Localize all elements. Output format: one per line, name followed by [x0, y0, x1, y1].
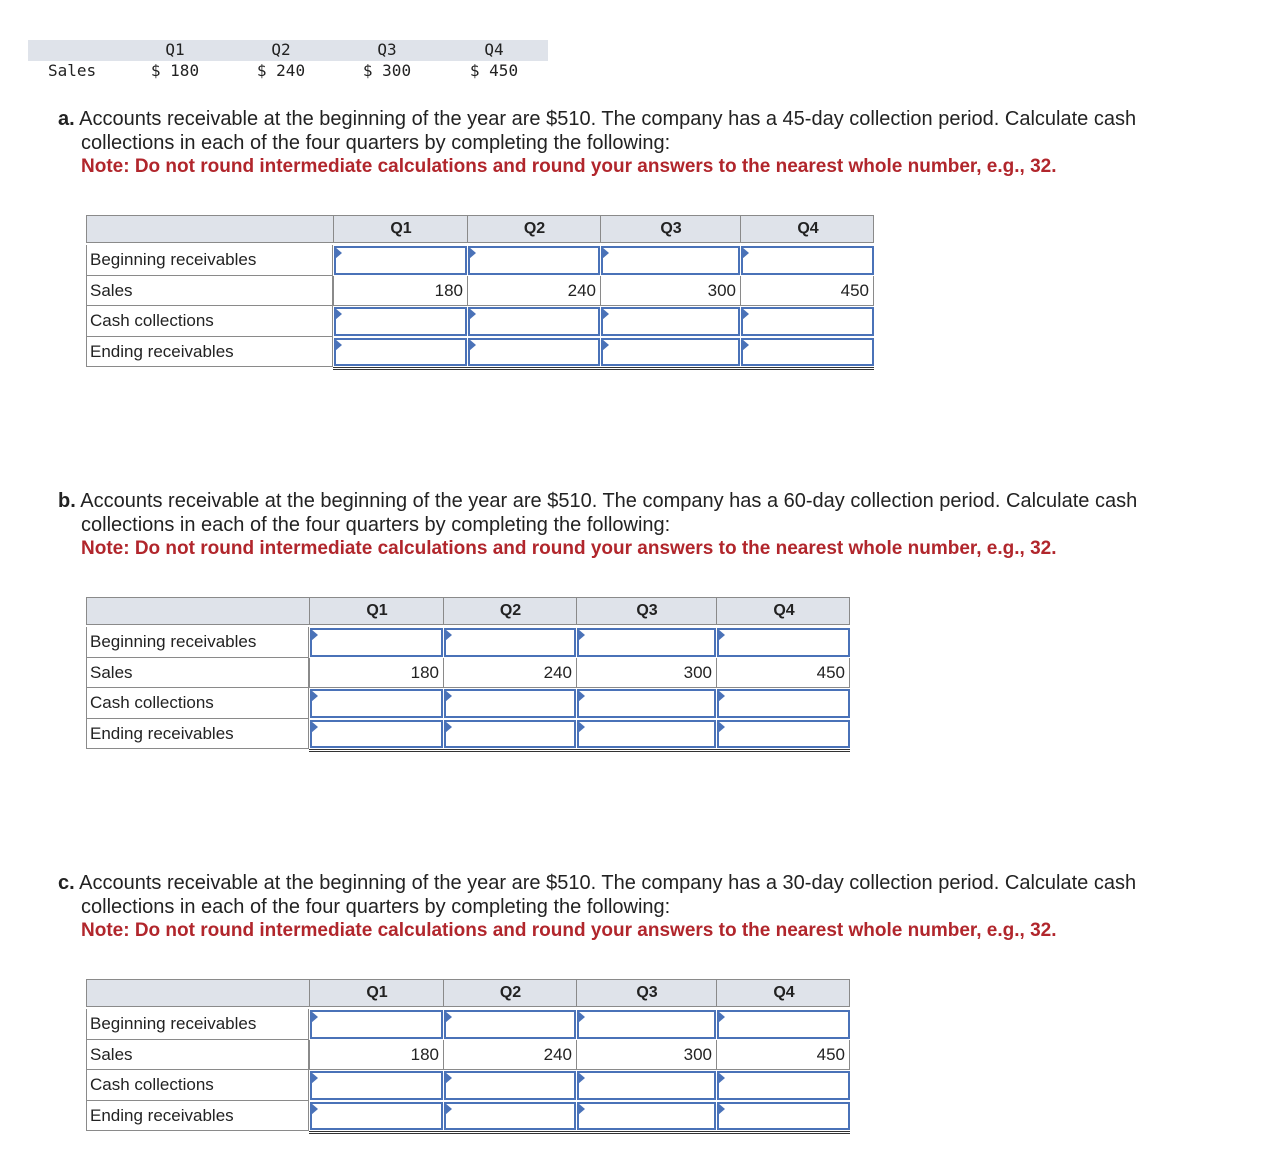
- row-label-cash-collections: Cash collections: [86, 306, 333, 337]
- cash-collections-input-q2[interactable]: [444, 689, 576, 718]
- row-label-cash-collections: Cash collections: [86, 1070, 309, 1101]
- ending-receivables-input-q1[interactable]: [310, 720, 443, 749]
- input-marker-icon: [602, 308, 609, 320]
- input-marker-icon: [578, 1072, 585, 1084]
- cash-collections-input-q3[interactable]: [601, 307, 740, 336]
- ending-receivables-input-q1[interactable]: [334, 338, 467, 367]
- question-c-text: [58, 871, 1248, 943]
- beginning-receivables-input-q1[interactable]: [310, 1010, 443, 1039]
- grid-total-double-rule: [309, 746, 850, 752]
- cash-collections-input-q4[interactable]: [717, 689, 850, 718]
- ending-receivables-input-q2[interactable]: [444, 720, 576, 749]
- input-marker-icon: [445, 1072, 452, 1084]
- input-marker-icon: [578, 690, 585, 702]
- input-marker-icon: [335, 308, 342, 320]
- question-b-text: [58, 489, 1248, 561]
- input-marker-icon: [718, 721, 725, 733]
- input-marker-icon: [718, 1103, 725, 1115]
- input-marker-icon: [445, 1103, 452, 1115]
- beginning-receivables-input-q3[interactable]: [601, 246, 740, 275]
- cash-collections-input-q2[interactable]: [468, 307, 600, 336]
- sales-summary-value-q2: $ 240: [256, 61, 306, 80]
- input-marker-icon: [445, 721, 452, 733]
- input-marker-icon: [335, 247, 342, 259]
- beginning-receivables-input-q3[interactable]: [577, 628, 716, 657]
- question-c-line1: Accounts receivable at the beginning of the year are $510. The company has a 30-day collection period. Calculate cash: [79, 872, 1137, 894]
- grid-header-q1: Q1: [309, 979, 444, 1007]
- grid-header-q1: Q1: [309, 597, 444, 625]
- grid-header-q4: Q4: [716, 979, 851, 1007]
- input-marker-icon: [311, 629, 318, 641]
- ending-receivables-input-q3[interactable]: [577, 720, 716, 749]
- sales-value-q3: 300: [576, 1040, 716, 1071]
- question-a-note: Note: Do not round intermediate calculations and round your answers to the nearest whole number, e.g., 32.: [81, 156, 1057, 177]
- input-marker-icon: [718, 690, 725, 702]
- input-marker-icon: [335, 339, 342, 351]
- sales-value-q4: 450: [716, 1040, 850, 1071]
- row-label-ending-receivables: Ending receivables: [86, 337, 333, 368]
- sales-value-q2: 240: [443, 658, 576, 689]
- grid-header-q2: Q2: [467, 215, 601, 243]
- grid-header-q3: Q3: [600, 215, 741, 243]
- grid-header-q2: Q2: [443, 979, 577, 1007]
- beginning-receivables-input-q1[interactable]: [310, 628, 443, 657]
- ending-receivables-input-q2[interactable]: [444, 1102, 576, 1131]
- input-marker-icon: [469, 339, 476, 351]
- question-a-line1: Accounts receivable at the beginning of the year are $510. The company has a 45-day collection period. Calculate cash: [79, 108, 1137, 130]
- sales-value-q1: 180: [333, 276, 467, 307]
- answer-grid-c: [86, 979, 850, 1135]
- ending-receivables-input-q4[interactable]: [741, 338, 874, 367]
- input-marker-icon: [742, 247, 749, 259]
- input-marker-icon: [311, 721, 318, 733]
- sales-summary-value-q4: $ 450: [469, 61, 519, 80]
- row-label-sales: Sales: [86, 1040, 309, 1071]
- cash-collections-input-q4[interactable]: [717, 1071, 850, 1100]
- input-marker-icon: [311, 1103, 318, 1115]
- question-b-line1: Accounts receivable at the beginning of the year are $510. The company has a 60-day collection period. Calculate cash: [80, 490, 1138, 512]
- grid-header-q2: Q2: [443, 597, 577, 625]
- input-marker-icon: [602, 339, 609, 351]
- input-marker-icon: [445, 629, 452, 641]
- input-marker-icon: [469, 247, 476, 259]
- question-c-line2: collections in each of the four quarters by completing the following:: [81, 896, 671, 918]
- beginning-receivables-input-q4[interactable]: [717, 628, 850, 657]
- cash-collections-input-q4[interactable]: [741, 307, 874, 336]
- grid-header-q1: Q1: [333, 215, 468, 243]
- sales-value-q3: 300: [600, 276, 740, 307]
- grid-total-double-rule: [333, 364, 874, 370]
- beginning-receivables-input-q4[interactable]: [741, 246, 874, 275]
- ending-receivables-input-q3[interactable]: [577, 1102, 716, 1131]
- sales-summary-row-label: Sales: [48, 61, 97, 80]
- sales-value-q2: 240: [443, 1040, 576, 1071]
- row-label-beginning-receivables: Beginning receivables: [86, 245, 333, 276]
- cash-collections-input-q1[interactable]: [334, 307, 467, 336]
- beginning-receivables-input-q2[interactable]: [444, 1010, 576, 1039]
- input-marker-icon: [311, 1072, 318, 1084]
- input-marker-icon: [311, 1011, 318, 1023]
- question-a-letter: a.: [58, 108, 75, 130]
- answer-grid-a: [86, 215, 874, 371]
- grid-header-q3: Q3: [576, 979, 717, 1007]
- row-label-beginning-receivables: Beginning receivables: [86, 1009, 309, 1040]
- grid-header-q4: Q4: [740, 215, 875, 243]
- beginning-receivables-input-q4[interactable]: [717, 1010, 850, 1039]
- sales-value-q3: 300: [576, 658, 716, 689]
- input-marker-icon: [718, 1011, 725, 1023]
- beginning-receivables-input-q2[interactable]: [444, 628, 576, 657]
- input-marker-icon: [445, 1011, 452, 1023]
- ending-receivables-input-q4[interactable]: [717, 1102, 850, 1131]
- row-label-beginning-receivables: Beginning receivables: [86, 627, 309, 658]
- input-marker-icon: [578, 1103, 585, 1115]
- answer-grid-b: [86, 597, 850, 753]
- ending-receivables-input-q2[interactable]: [468, 338, 600, 367]
- input-marker-icon: [742, 339, 749, 351]
- question-b-line2: collections in each of the four quarters by completing the following:: [81, 514, 671, 536]
- sales-value-q2: 240: [467, 276, 600, 307]
- sales-summary-q3: Q3: [377, 40, 397, 59]
- input-marker-icon: [718, 629, 725, 641]
- sales-value-q4: 450: [740, 276, 874, 307]
- sales-summary-q4: Q4: [484, 40, 504, 59]
- grid-header-q4: Q4: [716, 597, 851, 625]
- row-label-ending-receivables: Ending receivables: [86, 1101, 309, 1132]
- question-b-note: Note: Do not round intermediate calculations and round your answers to the nearest whole number, e.g., 32.: [81, 538, 1057, 559]
- question-c-letter: c.: [58, 872, 75, 894]
- input-marker-icon: [742, 308, 749, 320]
- cash-collections-input-q3[interactable]: [577, 1071, 716, 1100]
- row-label-sales: Sales: [86, 276, 333, 307]
- question-b-letter: b.: [58, 490, 76, 512]
- question-a-line2: collections in each of the four quarters by completing the following:: [81, 132, 671, 154]
- cash-collections-input-q1[interactable]: [310, 689, 443, 718]
- row-label-cash-collections: Cash collections: [86, 688, 309, 719]
- input-marker-icon: [578, 721, 585, 733]
- input-marker-icon: [578, 1011, 585, 1023]
- input-marker-icon: [311, 690, 318, 702]
- beginning-receivables-input-q3[interactable]: [577, 1010, 716, 1039]
- input-marker-icon: [718, 1072, 725, 1084]
- row-label-ending-receivables: Ending receivables: [86, 719, 309, 750]
- grid-header-q3: Q3: [576, 597, 717, 625]
- cash-collections-input-q3[interactable]: [577, 689, 716, 718]
- ending-receivables-input-q4[interactable]: [717, 720, 850, 749]
- question-a-text: [58, 107, 1248, 179]
- sales-summary-q2: Q2: [271, 40, 291, 59]
- sales-value-q1: 180: [309, 658, 443, 689]
- question-c-note: Note: Do not round intermediate calculations and round your answers to the nearest whole number, e.g., 32.: [81, 920, 1057, 941]
- input-marker-icon: [469, 308, 476, 320]
- ending-receivables-input-q1[interactable]: [310, 1102, 443, 1131]
- sales-value-q1: 180: [309, 1040, 443, 1071]
- sales-summary-value-q3: $ 300: [362, 61, 412, 80]
- beginning-receivables-input-q2[interactable]: [468, 246, 600, 275]
- sales-value-q4: 450: [716, 658, 850, 689]
- input-marker-icon: [602, 247, 609, 259]
- ending-receivables-input-q3[interactable]: [601, 338, 740, 367]
- cash-collections-input-q1[interactable]: [310, 1071, 443, 1100]
- grid-total-double-rule: [309, 1128, 850, 1134]
- row-label-sales: Sales: [86, 658, 309, 689]
- input-marker-icon: [445, 690, 452, 702]
- cash-collections-input-q2[interactable]: [444, 1071, 576, 1100]
- beginning-receivables-input-q1[interactable]: [334, 246, 467, 275]
- input-marker-icon: [578, 629, 585, 641]
- sales-summary-value-q1: $ 180: [150, 61, 200, 80]
- sales-summary-q1: Q1: [165, 40, 185, 59]
